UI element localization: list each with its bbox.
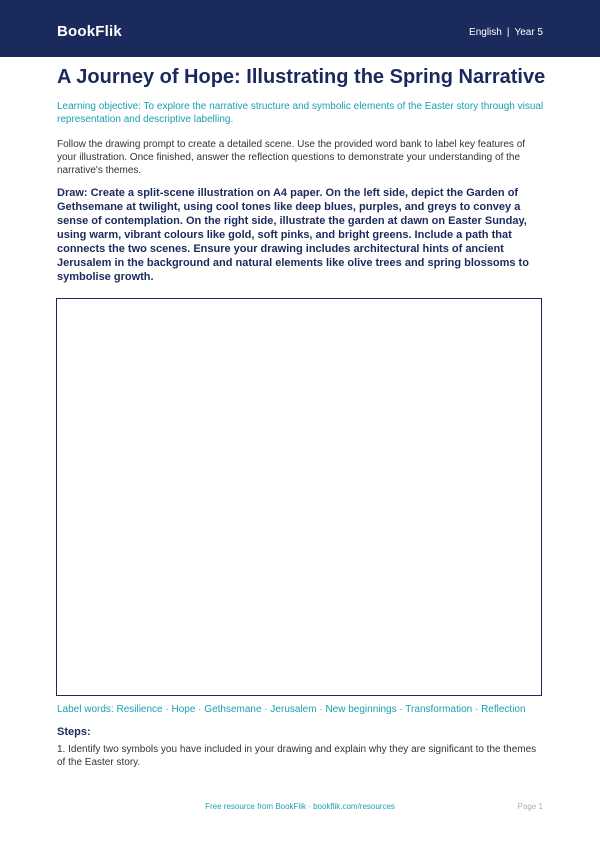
drawing-area[interactable] — [56, 298, 542, 696]
page-number: Page 1 — [517, 802, 543, 811]
subject-label: English — [469, 27, 502, 38]
steps-heading: Steps: — [57, 726, 91, 738]
separator: | — [506, 27, 510, 38]
step-item: 1. Identify two symbols you have included in your drawing and explain why they are significant to the themes of the Easter story. — [57, 744, 537, 768]
worksheet-title: A Journey of Hope: Illustrating the Spring Narrative — [57, 66, 546, 88]
header-bar — [0, 0, 600, 57]
learning-objective: Learning objective: To explore the narrative structure and symbolic elements of the Easter story through visual representation and descriptive labelling. — [57, 101, 544, 125]
label-word-bank: Label words: Resilience · Hope · Gethsemane · Jerusalem · New beginnings · Transformation · Reflection — [57, 704, 526, 715]
subject-year-label — [469, 26, 543, 40]
drawing-prompt: Draw: Create a split-scene illustration on A4 paper. On the left side, depict the Garden of Gethsemane at twilight, using cool tones like deep blues, purples, and greys to convey a sense of contemplation. On the right side, illustrate the garden at dawn on Easter Sunday, using warm, vibrant colours like gold, soft pinks, and bright greens. Include a path that connects the two scenes. Ensure your drawing includes architectural hints of ancient Jerusalem in the background and natural elements like olive trees and spring blossoms to symbolise growth. — [57, 187, 529, 283]
year-label: Year 5 — [514, 27, 543, 38]
intro-instructions: Follow the drawing prompt to create a detailed scene. Use the provided word bank to label key features of your illustration. Once finished, answer the reflection questions to demonstrate your understanding of the narrative's themes. — [57, 139, 526, 176]
footer-credit: Free resource from BookFlik · bookflik.com/resources — [205, 802, 395, 811]
brand-logo: BookFlik — [57, 23, 122, 40]
